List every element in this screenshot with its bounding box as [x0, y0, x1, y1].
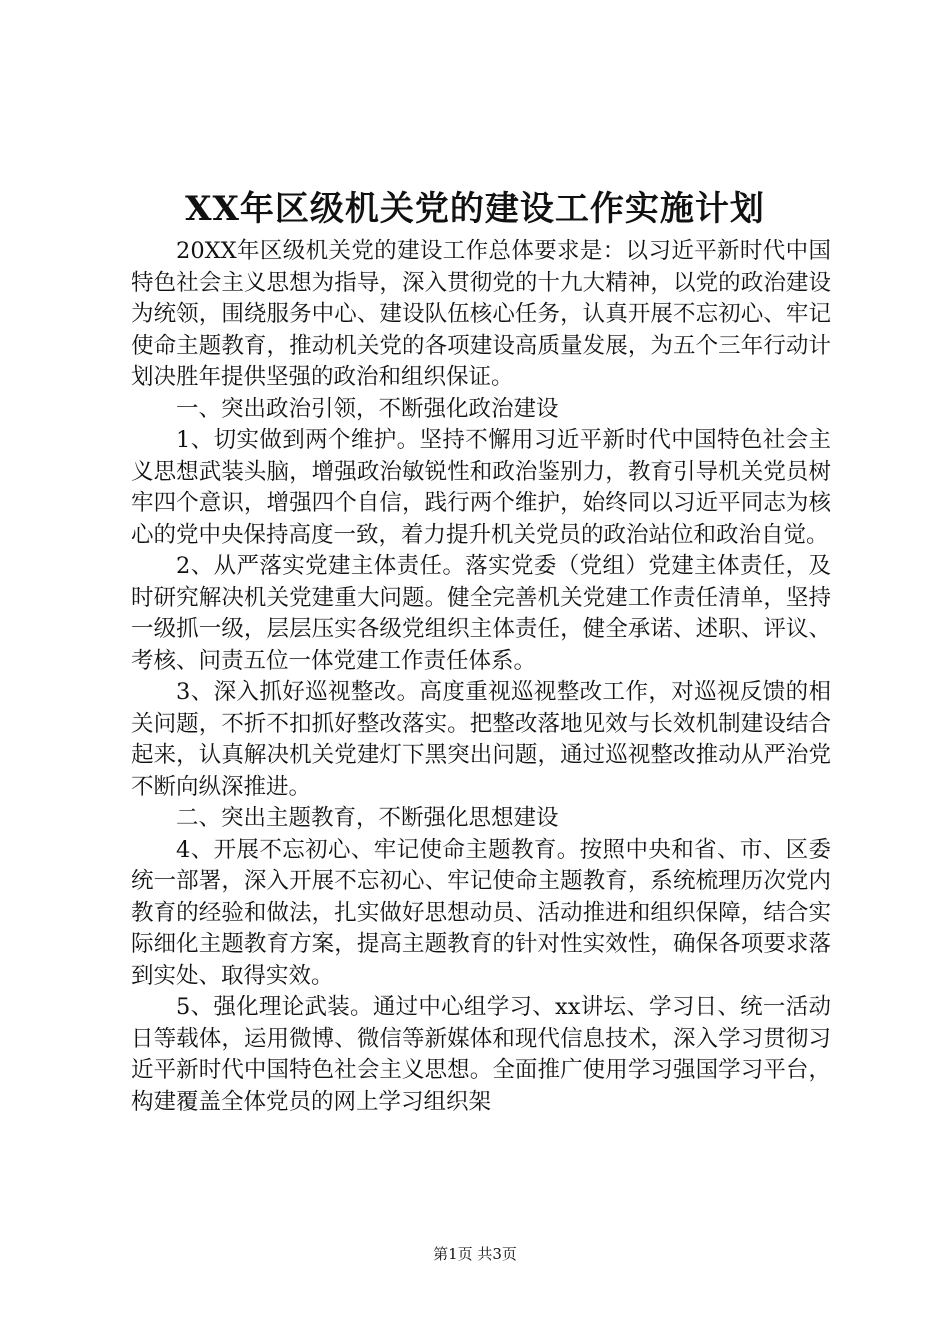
- page-footer: 第1页 共3页: [433, 1245, 517, 1263]
- paragraph-item-3: 3、深入抓好巡视整改。高度重视巡视整改工作，对巡视反馈的相关问题，不折不扣抓好整改落实。把整改落地见效与长效机制建设结合起来，认真解决机关党建灯下黑突出问题，通过巡视整改推动从严治党不断向纵深推进。: [131, 679, 831, 800]
- paragraph-item-2: 2、从严落实党建主体责任。落实党委（党组）党建主体责任，及时研究解决机关党建重大问题。健全完善机关党建工作责任清单，坚持一级抓一级，层层压实各级党组织主体责任，健全承诺、述职、评议、考核、问责五位一体党建工作责任体系。: [131, 553, 831, 674]
- paragraph-item-4: 4、开展不忘初心、牢记使命主题教育。按照中央和省、市、区委统一部署，深入开展不忘初心、牢记使命主题教育，系统梳理历次党内教育的经验和做法，扎实做好思想动员、活动推进和组织保障，结合实际细化主题教育方案，提高主题教育的针对性实效性，确保各项要求落到实处、取得实效。: [131, 836, 831, 989]
- document-body: [131, 236, 831, 1118]
- paragraph-item-5: 5、强化理论武装。通过中心组学习、xx讲坛、学习日、统一活动日等载体，运用微博、微信等新媒体和现代信息技术，深入学习贯彻习近平新时代中国特色社会主义思想。全面推广使用学习强国学习平台，构建覆盖全体党员的网上学习组织架: [131, 994, 831, 1115]
- section-heading-2: 二、突出主题教育，不断强化思想建设: [176, 805, 559, 831]
- document-title: XX年区级机关党的建设工作实施计划: [185, 189, 765, 229]
- section-heading-1: 一、突出政治引领，不断强化政治建设: [176, 395, 559, 422]
- paragraph-intro: 20XX年区级机关党的建设工作总体要求是：以习近平新时代中国特色社会主义思想为指导，深入贯彻党的十九大精神，以党的政治建设为统领，围绕服务中心、建设队伍核心任务，认真开展不忘初心、牢记使命主题教育，推动机关党的各项建设高质量发展，为五个三年行动计划决胜年提供坚强的政治和组织保证。: [131, 238, 831, 390]
- paragraph-item-1: 1、切实做到两个维护。坚持不懈用习近平新时代中国特色社会主义思想武装头脑，增强政治敏锐性和政治鉴别力，教育引导机关党员树牢四个意识，增强四个自信，践行两个维护，始终同以习近平同志为核心的党中央保持高度一致，着力提升机关党员的政治站位和政治自觉。: [131, 427, 831, 548]
